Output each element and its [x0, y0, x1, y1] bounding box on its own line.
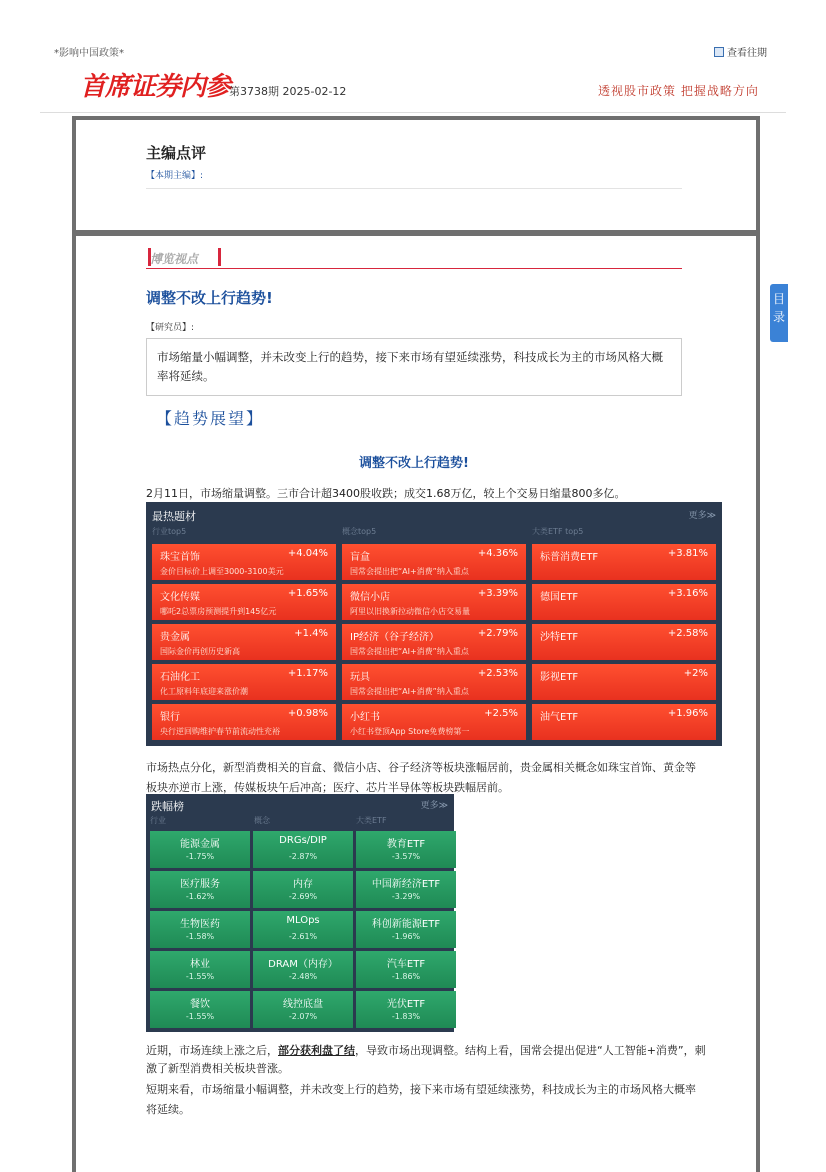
issue-info: 第3738期 2025-02-12: [229, 85, 347, 98]
decliner-cell[interactable]: [356, 831, 456, 868]
decliner-change: -2.48%: [288, 972, 318, 981]
hot-topic-cell[interactable]: [532, 704, 716, 740]
hot-topics-panel: [146, 502, 722, 746]
decliner-cell[interactable]: [150, 911, 250, 948]
hot-col-header: 大类ETF top5: [532, 527, 584, 536]
topic-name: 玩具: [350, 672, 370, 683]
center-title: 调整不改上行趋势!: [359, 456, 469, 471]
decliner-name: 线控底盘: [283, 999, 323, 1010]
hot-topic-cell[interactable]: [152, 544, 336, 580]
decliner-change: -1.58%: [185, 932, 215, 941]
decliners-panel: [146, 794, 454, 1032]
hot-topic-cell[interactable]: [152, 624, 336, 660]
down-col-header: 大类ETF: [356, 816, 387, 825]
archive-label: 查看往期: [727, 48, 767, 59]
topic-desc: 金价目标价上调至3000-3100美元: [160, 567, 284, 576]
topic-name: 珠宝首饰: [160, 552, 200, 563]
decliner-cell[interactable]: [150, 951, 250, 988]
editor-title: 主编点评: [146, 144, 207, 162]
section-bar-right: [218, 248, 221, 266]
hot-more-link[interactable]: 更多≫: [688, 511, 716, 521]
paragraph-1: 2月11日，市场缩量调整。三市合计超3400股收跌；成交1.68万亿，较上个交易日缩量800多亿。: [146, 487, 626, 500]
decliner-cell[interactable]: [150, 991, 250, 1028]
decliner-name: DRAM（内存）: [268, 959, 338, 970]
topic-change: +4.04%: [287, 548, 328, 559]
slogan: 透视股市政策 把握战略方向: [598, 84, 759, 98]
decliner-change: -2.07%: [288, 1012, 318, 1021]
decliner-name: 汽车ETF: [386, 959, 426, 970]
decliner-name: 中国新经济ETF: [371, 879, 441, 890]
decliner-name: 内存: [293, 879, 313, 890]
decliner-name: DRGs/DIP: [279, 835, 327, 846]
topic-desc: 阿里以旧换新拉动微信小店交易量: [350, 607, 470, 616]
decliner-cell[interactable]: [253, 911, 353, 948]
researcher-label: 【研究员】:: [146, 323, 195, 333]
topic-name: 微信小店: [350, 592, 390, 603]
paragraph-3: [146, 1042, 706, 1078]
topic-change: +2.79%: [477, 628, 518, 639]
topic-desc: 国常会提出把“AI+消费”纳入重点: [350, 647, 469, 656]
hot-topic-cell[interactable]: [532, 584, 716, 620]
decliner-change: -2.61%: [288, 932, 318, 941]
decliner-name: 林业: [190, 959, 210, 970]
decliner-cell[interactable]: [253, 991, 353, 1028]
hot-topic-cell[interactable]: [342, 584, 526, 620]
down-more-link[interactable]: 更多≫: [420, 801, 448, 811]
topic-change: +2.5%: [484, 708, 518, 719]
decliner-cell[interactable]: [253, 951, 353, 988]
editor-sub: 【本期主编】:: [146, 171, 204, 181]
decliner-cell[interactable]: [253, 871, 353, 908]
summary-box: 市场缩量小幅调整，并未改变上行的趋势，接下来市场有望延续涨势，科技成长为主的市场风格大概率将延续。: [146, 338, 682, 396]
decliner-name: 能源金属: [180, 839, 220, 850]
paragraph-4: 短期来看，市场缩量小幅调整，并未改变上行的趋势，接下来市场有望延续涨势，科技成长为主的市场风格大概率将延续。: [146, 1083, 696, 1116]
toc-button[interactable]: 目录: [770, 284, 788, 342]
topic-desc: 国际金价再创历史新高: [160, 647, 240, 656]
decliner-name: MLOps: [286, 915, 320, 926]
trend-heading: 【趋势展望】: [156, 409, 265, 428]
decliner-change: -1.62%: [185, 892, 215, 901]
section-tag: 博览视点: [150, 252, 199, 266]
hot-topic-cell[interactable]: [532, 544, 716, 580]
hot-topic-cell[interactable]: [532, 624, 716, 660]
decliner-name: 餐饮: [190, 999, 210, 1010]
decliner-cell[interactable]: [150, 831, 250, 868]
topic-name: 石油化工: [160, 672, 200, 683]
topic-change: +0.98%: [287, 708, 328, 719]
topic-desc: 国常会提出把“AI+消费”纳入重点: [350, 687, 469, 696]
decliner-name: 光伏ETF: [386, 999, 426, 1010]
topic-change: +2.58%: [667, 628, 708, 639]
topic-change: +3.16%: [667, 588, 708, 599]
motto-text: *影响中国政策*: [54, 48, 124, 59]
topic-name: 文化传媒: [160, 592, 200, 603]
decliner-change: -2.87%: [288, 852, 318, 861]
topic-change: +1.65%: [287, 588, 328, 599]
hot-col-header: 概念top5: [342, 527, 377, 536]
topic-desc: 哪吒2总票房预测提升到145亿元: [160, 607, 277, 616]
down-col-header: 概念: [254, 816, 270, 825]
decliner-cell[interactable]: [356, 871, 456, 908]
hot-panel-title: 最热题材: [152, 510, 196, 523]
calendar-icon: [714, 47, 724, 57]
topic-change: +1.17%: [287, 668, 328, 679]
down-col-header: 行业: [150, 816, 166, 825]
decliner-name: 生物医药: [180, 919, 220, 930]
hot-col-header: 行业top5: [152, 527, 187, 536]
topic-name: 银行: [160, 712, 180, 723]
decliner-name: 科创新能源ETF: [371, 919, 441, 930]
topic-name: 德国ETF: [540, 592, 579, 603]
archive-link[interactable]: [714, 44, 767, 59]
topic-change: +4.36%: [477, 548, 518, 559]
decliner-change: -3.29%: [391, 892, 421, 901]
topic-change: +1.4%: [294, 628, 328, 639]
hot-topic-cell[interactable]: [152, 584, 336, 620]
hot-topic-cell[interactable]: [342, 704, 526, 740]
topic-name: 沙特ETF: [540, 632, 579, 643]
topic-change: +1.96%: [667, 708, 708, 719]
decliner-name: 教育ETF: [386, 839, 426, 850]
decliner-change: -3.57%: [391, 852, 421, 861]
topic-desc: 化工原料年底迎来涨价潮: [160, 687, 248, 696]
decliner-cell[interactable]: [356, 911, 456, 948]
topic-name: IP经济（谷子经济）: [350, 632, 439, 643]
article-title: 调整不改上行趋势!: [146, 289, 273, 307]
topic-name: 油气ETF: [540, 712, 579, 723]
topic-change: +3.39%: [477, 588, 518, 599]
decliner-cell[interactable]: [253, 831, 353, 868]
hot-topic-cell[interactable]: [152, 704, 336, 740]
decliner-name: 医疗服务: [180, 879, 220, 890]
hot-topic-cell[interactable]: [342, 664, 526, 700]
paragraph-2: 市场热点分化，新型消费相关的盲盒、微信小店、谷子经济等板块涨幅居前，贵金属相关概念如珠宝首饰、黄金等板块亦逆市上涨，传媒板块午后冲高；医疗、芯片半导体等板块跌幅居前。: [146, 761, 696, 794]
editor-divider: [146, 188, 682, 189]
topic-desc: 央行逆回购维护春节前流动性充裕: [160, 727, 280, 736]
decliner-change: -1.96%: [391, 932, 421, 941]
topic-name: 盲盒: [350, 552, 370, 563]
decliner-cell[interactable]: [356, 951, 456, 988]
decliner-change: -1.83%: [391, 1012, 421, 1021]
decliner-change: -1.75%: [185, 852, 215, 861]
topic-name: 小红书: [350, 712, 380, 723]
header-divider: [40, 112, 786, 113]
topic-name: 贵金属: [160, 632, 190, 643]
hot-topic-cell[interactable]: [342, 544, 526, 580]
decliner-change: -1.55%: [185, 972, 215, 981]
decliner-cell[interactable]: [150, 871, 250, 908]
section-divider: [146, 268, 682, 269]
hot-topic-cell[interactable]: [342, 624, 526, 660]
para3-post: ，导致市场出现调整。结构上看，国常会提出促进“人工智能+消费”，刺激了新型消费相关板块普涨。: [146, 1044, 706, 1075]
decliner-cell[interactable]: [356, 991, 456, 1028]
topic-change: +3.81%: [667, 548, 708, 559]
down-panel-title: 跌幅榜: [151, 800, 184, 813]
topic-change: +2.53%: [477, 668, 518, 679]
topic-change: +2%: [683, 668, 708, 679]
logo: 首席证券内参: [80, 72, 231, 102]
decliner-change: -1.86%: [391, 972, 421, 981]
decliner-change: -2.69%: [288, 892, 318, 901]
para3-bold: 部分获利盘了结: [278, 1044, 355, 1057]
topic-desc: 小红书登顶App Store免费榜第一: [350, 727, 470, 736]
hot-topic-cell[interactable]: [152, 664, 336, 700]
topic-name: 标普消费ETF: [540, 552, 599, 563]
topic-desc: 国常会提出把“AI+消费”纳入重点: [350, 567, 469, 576]
topic-name: 影视ETF: [540, 672, 579, 683]
decliner-change: -1.55%: [185, 1012, 215, 1021]
hot-topic-cell[interactable]: [532, 664, 716, 700]
para3-pre: 近期，市场连续上涨之后，: [146, 1044, 278, 1057]
